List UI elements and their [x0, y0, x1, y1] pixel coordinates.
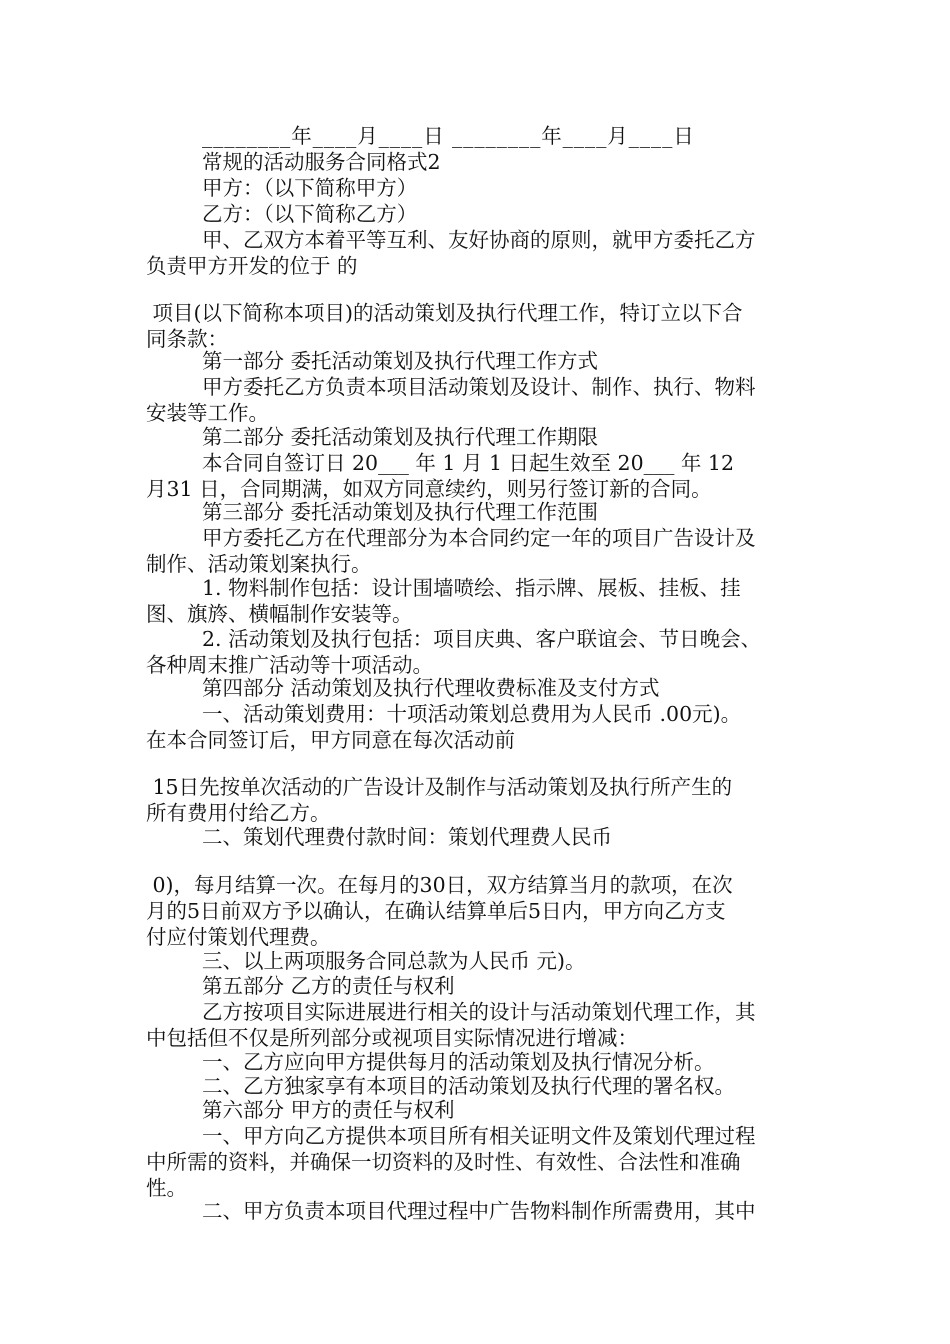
list-item-line: 2. 活动策划及执行包括：项目庆典、客户联谊会、节日晚会、	[202, 627, 762, 651]
paragraph-line: 二、策划代理费付款时间：策划代理费人民币	[202, 825, 612, 849]
paragraph-line: 二、甲方负责本项目代理过程中广告物料制作所需费用，其中	[202, 1199, 756, 1223]
paragraph-line: 乙方按项目实际进展进行相关的设计与活动策划代理工作，其	[202, 1000, 756, 1024]
paragraph-line: 一、乙方应向甲方提供每月的活动策划及执行情况分析。	[202, 1050, 715, 1074]
section-heading: 第六部分 甲方的责任与权利	[202, 1098, 455, 1122]
section-heading: 第三部分 委托活动策划及执行代理工作范围	[202, 500, 599, 524]
paragraph-line: 月31 日，合同期满，如双方同意续约，则另行签订新的合同。	[146, 477, 712, 501]
party-a-line: 甲方：（以下简称甲方）	[202, 176, 418, 200]
paragraph-line: 甲方委托乙方负责本项目活动策划及设计、制作、执行、物料	[202, 375, 756, 399]
paragraph-line: 二、乙方独家享有本项目的活动策划及执行代理的署名权。	[202, 1074, 735, 1098]
document-title: 常规的活动服务合同格式2	[202, 150, 441, 174]
paragraph-line: 项目(以下简称本项目)的活动策划及执行代理工作，特订立以下合	[146, 301, 743, 325]
paragraph-line: 制作、活动策划案执行。	[146, 552, 372, 576]
section-heading: 第二部分 委托活动策划及执行代理工作期限	[202, 425, 599, 449]
paragraph-line: 安装等工作。	[146, 401, 269, 425]
paragraph-line: 0)，每月结算一次。在每月的30日，双方结算当月的款项，在次	[146, 873, 733, 897]
date-signature-line: ________年____月____日 ________年____月____日	[202, 124, 695, 148]
paragraph-line: 中所需的资料，并确保一切资料的及时性、有效性、合法性和准确	[146, 1150, 741, 1174]
paragraph-line: 月的5日前双方予以确认，在确认结算单后5日内，甲方向乙方支	[146, 899, 726, 923]
paragraph-line: 甲方委托乙方在代理部分为本合同约定一年的项目广告设计及	[202, 526, 756, 550]
party-b-line: 乙方：（以下简称乙方）	[202, 202, 418, 226]
paragraph-line: 付应付策划代理费。	[146, 925, 331, 949]
paragraph-line: 中包括但不仅是所列部分或视项目实际情况进行增减：	[146, 1026, 638, 1050]
paragraph-line: 各种周末推广活动等十项活动。	[146, 653, 433, 677]
paragraph-line: 本合同自签订日 20___ 年 1 月 1 日起生效至 20___ 年 12	[202, 451, 734, 475]
paragraph-line: 负责甲方开发的位于 的	[146, 254, 358, 278]
paragraph-line: 一、活动策划费用：十项活动策划总费用为人民币 .00元)。	[202, 702, 742, 726]
paragraph-line: 所有费用付给乙方。	[146, 801, 331, 825]
paragraph-line: 同条款：	[146, 327, 228, 351]
section-heading: 第五部分 乙方的责任与权利	[202, 974, 455, 998]
paragraph-line: 15日先按单次活动的广告设计及制作与活动策划及执行所产生的	[146, 775, 733, 799]
paragraph-line: 图、旗旍、横幅制作安装等。	[146, 602, 413, 626]
paragraph-line: 在本合同签订后，甲方同意在每次活动前	[146, 728, 515, 752]
paragraph-line: 甲、乙双方本着平等互利、友好协商的原则，就甲方委托乙方	[202, 228, 756, 252]
paragraph-line: 三、以上两项服务合同总款为人民币 元)。	[202, 949, 586, 973]
section-heading: 第四部分 活动策划及执行代理收费标准及支付方式	[202, 676, 660, 700]
section-heading: 第一部分 委托活动策划及执行代理工作方式	[202, 349, 599, 373]
paragraph-line: 性。	[146, 1176, 187, 1200]
paragraph-line: 一、甲方向乙方提供本项目所有相关证明文件及策划代理过程	[202, 1124, 756, 1148]
list-item-line: 1. 物料制作包括：设计围墙喷绘、指示牌、展板、挂板、挂	[202, 576, 741, 600]
